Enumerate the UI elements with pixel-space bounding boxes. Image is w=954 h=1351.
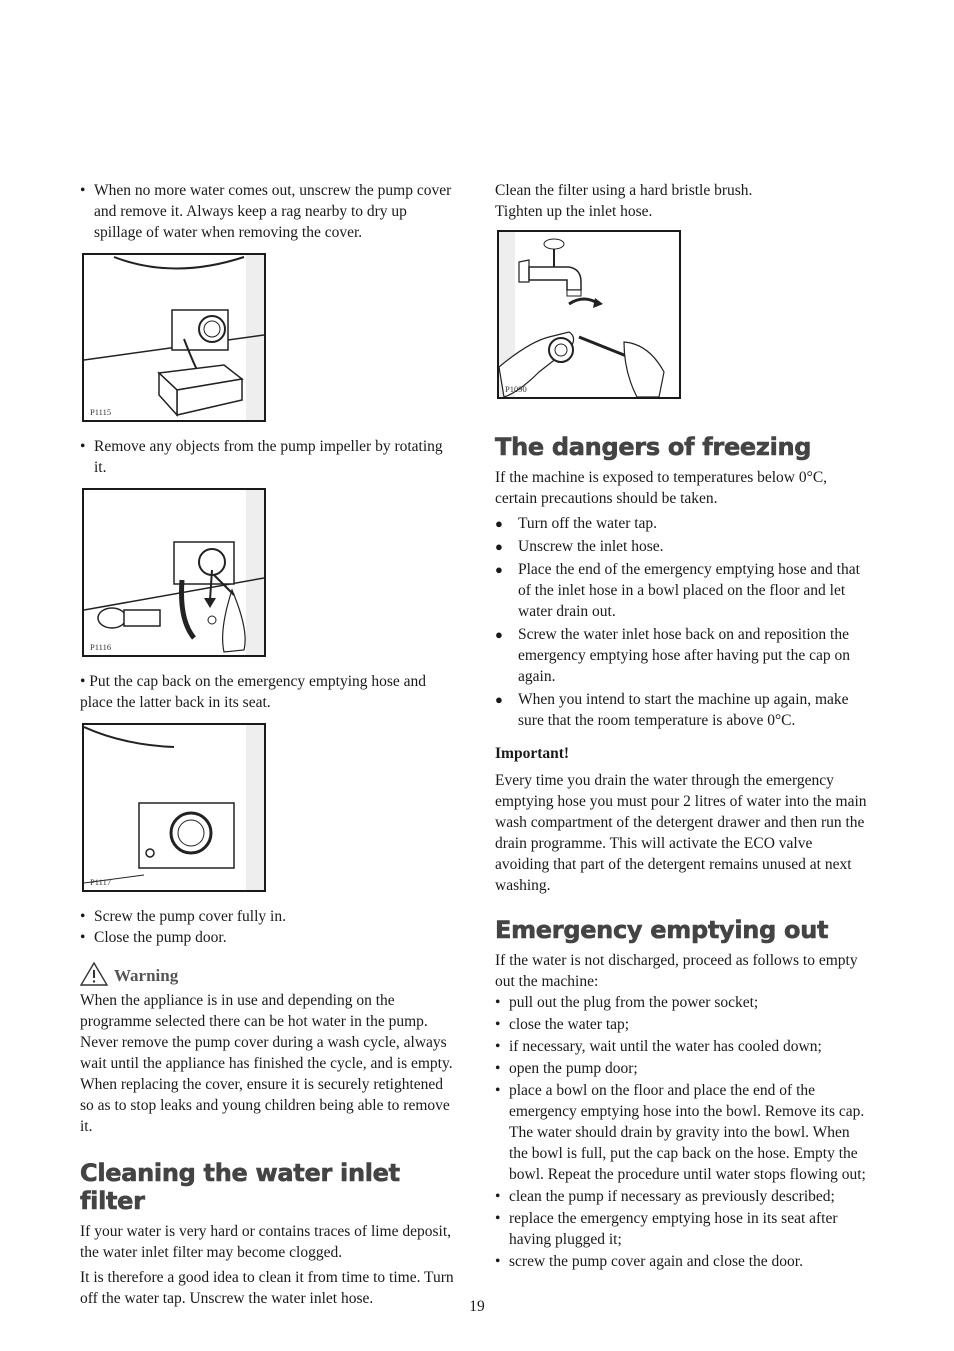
cap-step: • Put the cap back on the emergency emptying hose and place the latter back in its seat. xyxy=(80,673,427,711)
figure-pump-cover xyxy=(82,253,266,422)
list-item: • open the pump door; xyxy=(495,1060,638,1077)
impeller-step xyxy=(80,436,458,478)
warning-heading xyxy=(80,962,458,986)
list-item: ● Place the end of the emergency emptying hose and that of the inlet hose in a bowl placed on the floor and let water drain out. xyxy=(495,561,860,620)
intro-line: Clean the filter using a hard bristle brush. xyxy=(495,182,753,199)
important-label: Important! xyxy=(495,745,570,762)
list-item: • place a bowl on the floor and place the end of the emergency emptying hose into the bowl. Remove its cap. The water should drain by gravity into the bowl. When the bowl is full, put the cap back on the hose. Empty the bowl. Repeat the procedure until water stops flowing out; xyxy=(495,1082,866,1183)
list-item: • if necessary, wait until the water has cooled down; xyxy=(495,1038,822,1055)
figure-filter-brush xyxy=(497,230,681,399)
pump-steps-list xyxy=(80,180,458,243)
list-item: • screw the pump cover again and close the door. xyxy=(495,1253,803,1270)
cleaning-paragraph: It is therefore a good idea to clean it from time to time. Turn off the water tap. Unscrew the water inlet hose. xyxy=(80,1269,454,1307)
figure-code: P1115 xyxy=(90,407,112,417)
cap-back-illustration xyxy=(84,725,264,890)
list-item: • When no more water comes out, unscrew the pump cover and remove it. Always keep a rag nearby to dry up spillage of water when removing the cover. xyxy=(80,182,452,241)
list-item: ● When you intend to start the machine up again, make sure that the room temperature is above 0°C. xyxy=(495,691,849,729)
filter-brush-illustration xyxy=(499,232,679,397)
figure-code: P1116 xyxy=(90,642,112,652)
intro-line: Tighten up the inlet hose. xyxy=(495,203,653,220)
figure-cap-back xyxy=(82,723,266,892)
list-item: • close the water tap; xyxy=(495,1016,630,1033)
warning-triangle-icon xyxy=(80,962,108,986)
list-item: • Remove any objects from the pump impeller by rotating it. xyxy=(80,438,443,476)
list-item: • pull out the plug from the power socket; xyxy=(495,994,759,1011)
figure-pump-impeller xyxy=(82,488,266,657)
section-title-freezing: The dangers of freezing xyxy=(495,433,812,461)
section-title-cleaning: Cleaning the water inlet filter xyxy=(80,1159,400,1215)
list-item: • Close the pump door. xyxy=(80,929,227,946)
freezing-list xyxy=(495,513,867,731)
pump-impeller-illustration xyxy=(84,490,264,655)
page-number: 19 xyxy=(469,1298,485,1315)
list-item: • Screw the pump cover fully in. xyxy=(80,908,286,925)
list-item: ● Unscrew the inlet hose. xyxy=(495,538,664,555)
section-title-emergency: Emergency emptying out xyxy=(495,916,829,944)
warning-title: Warning xyxy=(114,966,179,985)
figure-code: P1117 xyxy=(90,877,112,887)
warning-text: When the appliance is in use and depending on the programme selected there can be hot water in the pump. Never remove the pump cover during a wash cycle, always wait until the appliance has finished the cycle, and is empty. When replacing the cover, ensure it is securely retightened so as to stop leaks and young children being able to remove it. xyxy=(80,992,453,1135)
list-item: ● Screw the water inlet hose back on and reposition the emergency emptying hose after having put the cap on again. xyxy=(495,626,850,685)
left-column xyxy=(80,180,458,1313)
list-item: ● Turn off the water tap. xyxy=(495,515,658,532)
important-text: Every time you drain the water through the emergency emptying hose you must pour 2 litres of water into the main wash compartment of the detergent drawer and then run the drain programme. This will activate the ECO valve avoiding that part of the detergent remains unused at next washing. xyxy=(495,772,867,894)
cleaning-paragraph: If your water is very hard or contains traces of lime deposit, the water inlet filter may become clogged. xyxy=(80,1223,452,1261)
list-item: • replace the emergency emptying hose in its seat after having plugged it; xyxy=(495,1210,838,1248)
right-column xyxy=(495,180,867,1273)
emergency-list xyxy=(495,992,867,1272)
emergency-intro: If the water is not discharged, proceed as follows to empty out the machine: xyxy=(495,952,858,990)
figure-code: P1090 xyxy=(505,384,527,394)
pump-cover-illustration xyxy=(84,255,264,420)
final-steps-list xyxy=(80,906,458,948)
list-item: • clean the pump if necessary as previously described; xyxy=(495,1188,835,1205)
freezing-intro: If the machine is exposed to temperatures below 0°C, certain precautions should be taken. xyxy=(495,469,828,507)
